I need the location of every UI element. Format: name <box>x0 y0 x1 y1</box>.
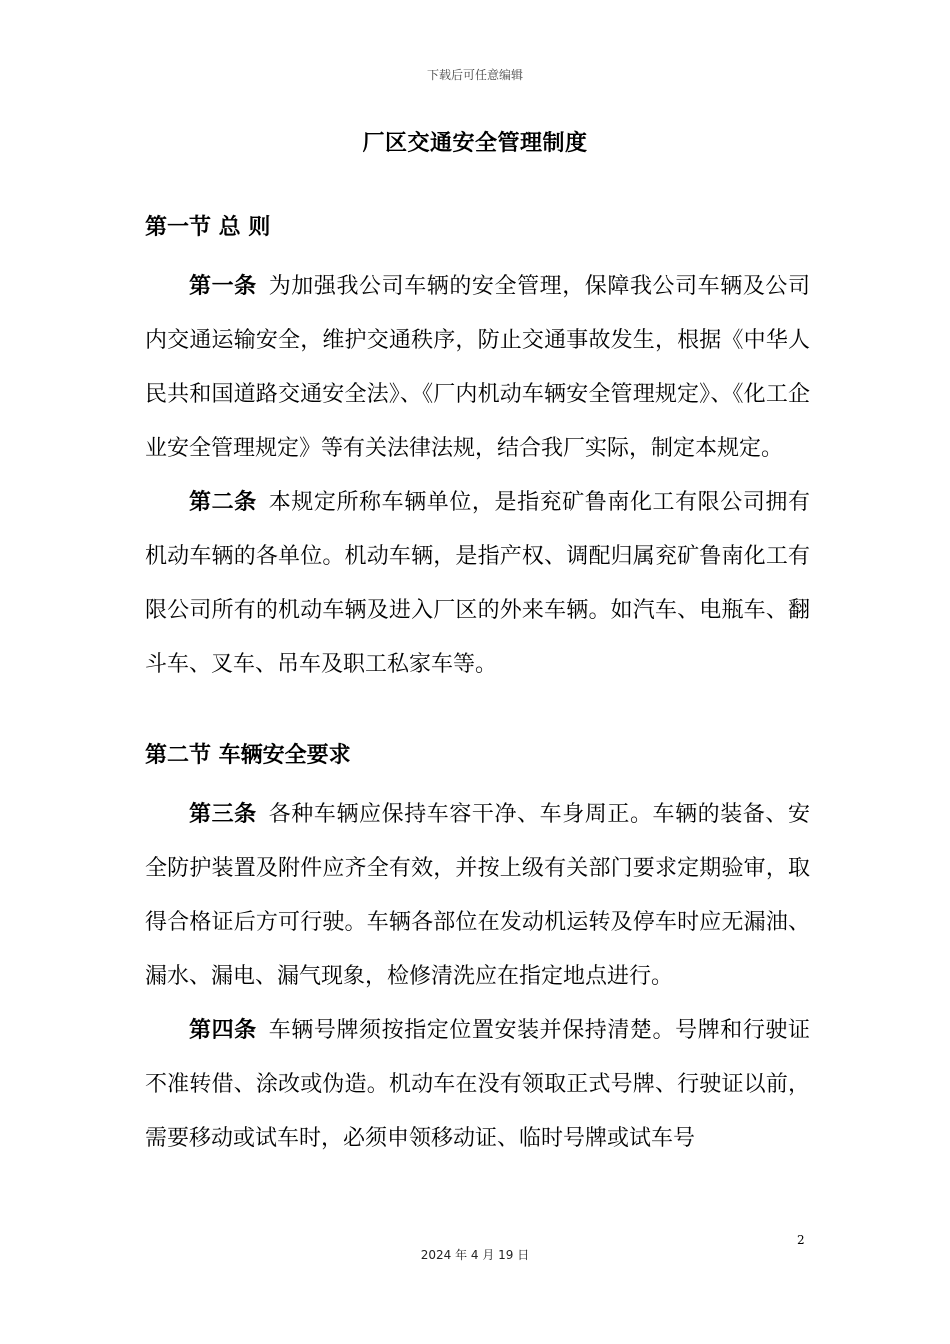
article-paragraph <box>145 788 810 1004</box>
article-text: 各种车辆应保持车容干净、车身周正。车辆的装备、安全防护装置及附件应齐全有效，并按上级有关部门要求定期验审，取得合格证后方可行驶。车辆各部位在发动机运转及停车时应无漏油、漏水、漏电、漏气现象，检修清洗应在指定地点进行。 <box>145 802 810 989</box>
page-header-note: 下载后可任意编辑 <box>426 68 523 82</box>
section-heading: 第二节 车辆安全要求 <box>145 743 351 768</box>
footer-date: 2024 年 4 月 19 日 <box>420 1248 530 1262</box>
article-label: 第一条 <box>189 274 257 299</box>
article-paragraph <box>145 1004 810 1166</box>
article-paragraph <box>145 260 810 476</box>
article-text: 车辆号牌须按指定位置安装并保持清楚。号牌和行驶证不准转借、涂改或伪造。机动车在没有领取正式号牌、行驶证以前，需要移动或试车时，必须申领移动证、临时号牌或试车号 <box>145 1018 810 1151</box>
document-title: 厂区交通安全管理制度 <box>362 131 588 156</box>
article-text: 为加强我公司车辆的安全管理，保障我公司车辆及公司内交通运输安全，维护交通秩序，防止交通事故发生，根据《中华人民共和国道路交通安全法》、《厂内机动车辆安全管理规定》、《化工企业安全管理规定》等有关法律法规，结合我厂实际，制定本规定。 <box>145 274 810 461</box>
document-body <box>145 208 810 1166</box>
section-heading: 第一节 总 则 <box>145 215 271 240</box>
article-paragraph <box>145 476 810 692</box>
page-number: 2 <box>797 1233 805 1247</box>
article-label: 第三条 <box>189 802 257 827</box>
article-label: 第四条 <box>189 1018 257 1043</box>
article-label: 第二条 <box>189 490 257 515</box>
article-text: 本规定所称车辆单位，是指兖矿鲁南化工有限公司拥有机动车辆的各单位。机动车辆，是指产权、调配归属兖矿鲁南化工有限公司所有的机动车辆及进入厂区的外来车辆。如汽车、电瓶车、翻斗车、叉车、吊车及职工私家车等。 <box>145 490 810 677</box>
